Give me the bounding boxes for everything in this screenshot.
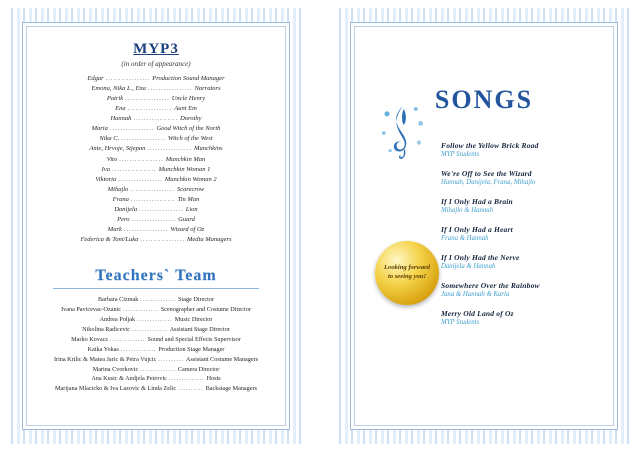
cast-role: Narrators [194, 85, 221, 93]
cast-role: Media Managers [186, 236, 232, 243]
list-item [41, 225, 271, 235]
song-title: If I Only Had a Brain [441, 197, 513, 206]
leader-dots: .............. [140, 296, 177, 304]
leader-dots: ................. [127, 105, 173, 113]
cast-actor: Patrik [106, 95, 124, 103]
teacher-role: Scenographer and Costume Director [160, 305, 251, 313]
list-item [41, 205, 271, 215]
teacher-name: Marina Cvorkovic [92, 365, 139, 373]
song-performers: Danijela & Hannah [441, 263, 496, 270]
list-item [441, 225, 603, 242]
teacher-role: Production Stage Manager [158, 345, 225, 353]
teacher-role: Assistant Stage Director [169, 325, 230, 333]
teacher-role: Assistant Costume Managers [185, 355, 259, 363]
leader-dots: ................. [131, 215, 177, 223]
cast-actor: Nika C. [99, 135, 120, 143]
leader-dots: ................. [147, 85, 193, 93]
song-performers: MYP Students [441, 319, 480, 326]
leader-dots: .............. [120, 345, 157, 353]
song-performers: MYP Students [441, 151, 480, 158]
songs-list [441, 141, 603, 337]
cast-actor: Mark [107, 225, 122, 233]
cast-role: Aunt Em [174, 105, 197, 113]
leader-dots: ................. [133, 115, 179, 123]
leader-dots: ................. [140, 236, 185, 243]
treble-clef-icon [377, 101, 429, 165]
cast-actor: Danijela [114, 205, 138, 213]
cast-subtitle: (in order of appearance) [121, 60, 191, 68]
song-title: Follow the Yellow Brick Road [441, 141, 539, 150]
song-performers: Frana & Hannah [441, 235, 489, 242]
cast-actor: Edgar [87, 75, 104, 82]
leader-dots: .............. [168, 375, 205, 383]
list-item [37, 295, 275, 305]
cast-role: Wizard of Oz [170, 225, 205, 233]
teachers-list [37, 295, 275, 394]
list-item [41, 195, 271, 205]
cast-role: Witch of the West [167, 135, 213, 143]
leader-dots: .............. [132, 325, 168, 333]
left-page-content [22, 22, 290, 430]
leader-dots: ................. [130, 185, 175, 193]
leader-dots: ................. [147, 145, 193, 153]
list-item [441, 253, 603, 270]
list-item [37, 345, 275, 355]
teacher-role: Music Director [174, 315, 213, 323]
teacher-role: Hosts [206, 375, 221, 383]
list-item [441, 141, 603, 158]
looking-forward-balloon [375, 241, 439, 305]
list-item [41, 155, 271, 165]
cast-role: Munchkins [194, 145, 223, 153]
list-item [37, 384, 275, 394]
list-item [441, 169, 603, 186]
list-item [41, 124, 271, 134]
teacher-name: Andrea Poljak [99, 315, 136, 323]
teacher-role: Backstage Managers [205, 385, 257, 393]
list-item [37, 305, 275, 315]
teacher-name: Marijana Mlacicko & Iva Lazovic & Linda Zelic [55, 385, 177, 393]
cast-role: Scarecrow [176, 185, 205, 193]
cast-actor: Ante, Hrvoje, Stjepan [89, 145, 146, 153]
cast-role: Uncle Henry [171, 95, 206, 103]
balloon-text: Looking forward to seeing you! [384, 264, 430, 280]
leader-dots: ................. [125, 95, 170, 103]
leader-dots: ................. [121, 135, 166, 143]
cast-role: Good Witch of the North [156, 125, 221, 133]
song-title: We're Off to See the Wizard [441, 169, 532, 178]
list-item [37, 325, 275, 335]
list-item [41, 114, 271, 124]
cast-actor: Viktoria [95, 175, 117, 183]
left-program-page [8, 8, 304, 444]
teacher-name: Irina Krilic & Matea Jaric & Petra Vujcic [53, 355, 157, 363]
cast-title: MYP3 [133, 41, 179, 57]
list-item [37, 315, 275, 325]
cast-list [41, 74, 271, 245]
leader-dots: .......... [178, 385, 204, 393]
teachers-team-title: Teachers` Team [95, 267, 217, 285]
list-item [37, 365, 275, 375]
cast-role: Munchkin Man [165, 155, 206, 163]
song-title: If I Only Had the Nerve [441, 253, 520, 262]
leader-dots: ................. [118, 175, 163, 183]
cast-role: Munchkin Woman 2 [164, 175, 217, 183]
list-item [41, 165, 271, 175]
leader-dots: ................. [123, 225, 169, 233]
song-title: Somewhere Over the Rainbow [441, 281, 540, 290]
list-item [41, 104, 271, 114]
list-item [37, 374, 275, 384]
teacher-name: Nikolina Radicevic [82, 325, 131, 333]
leader-dots: .............. [123, 305, 159, 313]
cast-actor: Iva [101, 165, 110, 173]
list-item [37, 355, 275, 365]
cast-role: Guard [178, 215, 195, 223]
cast-actor: Maria [91, 125, 108, 133]
list-item [41, 74, 271, 84]
teacher-name: Ana Kusic & Andjela Petrovic [91, 375, 167, 383]
song-performers: Mihajlo & Hannah [441, 207, 494, 214]
list-item [441, 281, 603, 298]
cast-actor: Federica & Toni/Luka [80, 236, 139, 243]
cast-actor: Hannah [110, 115, 132, 123]
leader-dots: ................. [119, 155, 164, 163]
song-title: Merry Old Land of Oz [441, 309, 514, 318]
list-item [41, 185, 271, 195]
right-program-page [336, 8, 632, 444]
cast-actor: Pero [117, 215, 130, 223]
cast-role: Lion [185, 205, 198, 213]
song-performers: Hannah, Danijela, Frana, Mihajlo [441, 179, 536, 186]
cast-role: Tin Man [177, 195, 200, 203]
teacher-role: Stage Director [178, 296, 214, 304]
right-page-content [350, 22, 618, 430]
cast-actor: Emona, Nika L., Ena [91, 85, 146, 93]
list-item [41, 94, 271, 104]
song-performers: Jana & Hannah & Karla [441, 291, 510, 298]
cast-actor: Mihajlo [107, 185, 129, 193]
divider [53, 288, 259, 289]
songs-title: SONGS [434, 85, 534, 114]
cast-role: Production Sound Manager [152, 75, 225, 82]
list-item [41, 134, 271, 144]
cast-actor: Vito [106, 155, 118, 163]
song-title: If I Only Had a Heart [441, 225, 513, 234]
leader-dots: .......... [158, 355, 184, 363]
list-item [41, 235, 271, 245]
cast-role: Dorothy [180, 115, 202, 123]
teacher-name: Ivana Pavicevac-Ozanic [61, 305, 122, 313]
cast-role: Munchkin Woman 1 [158, 165, 211, 173]
list-item [37, 335, 275, 345]
leader-dots: ................. [111, 165, 157, 173]
teacher-name: Marko Kovacs [71, 335, 108, 343]
leader-dots: ................. [109, 125, 155, 133]
teacher-role: Sound and Special Effects Supervisor [147, 335, 241, 343]
cast-actor: Frana [112, 195, 129, 203]
list-item [41, 144, 271, 154]
teacher-name: Barbara Cizmak [98, 296, 139, 304]
list-item [41, 215, 271, 225]
teacher-name: Katka Yokas [87, 345, 119, 353]
leader-dots: .............. [140, 365, 176, 373]
leader-dots: ................. [130, 195, 176, 203]
teacher-role: Camera Director [177, 365, 220, 373]
list-item [441, 197, 603, 214]
leader-dots: ................. [105, 75, 151, 82]
cast-actor: Ena [115, 105, 126, 113]
list-item [41, 84, 271, 94]
leader-dots: ................. [139, 205, 184, 213]
leader-dots: .............. [137, 315, 173, 323]
list-item [41, 175, 271, 185]
list-item [441, 309, 603, 326]
leader-dots: .............. [109, 335, 146, 343]
